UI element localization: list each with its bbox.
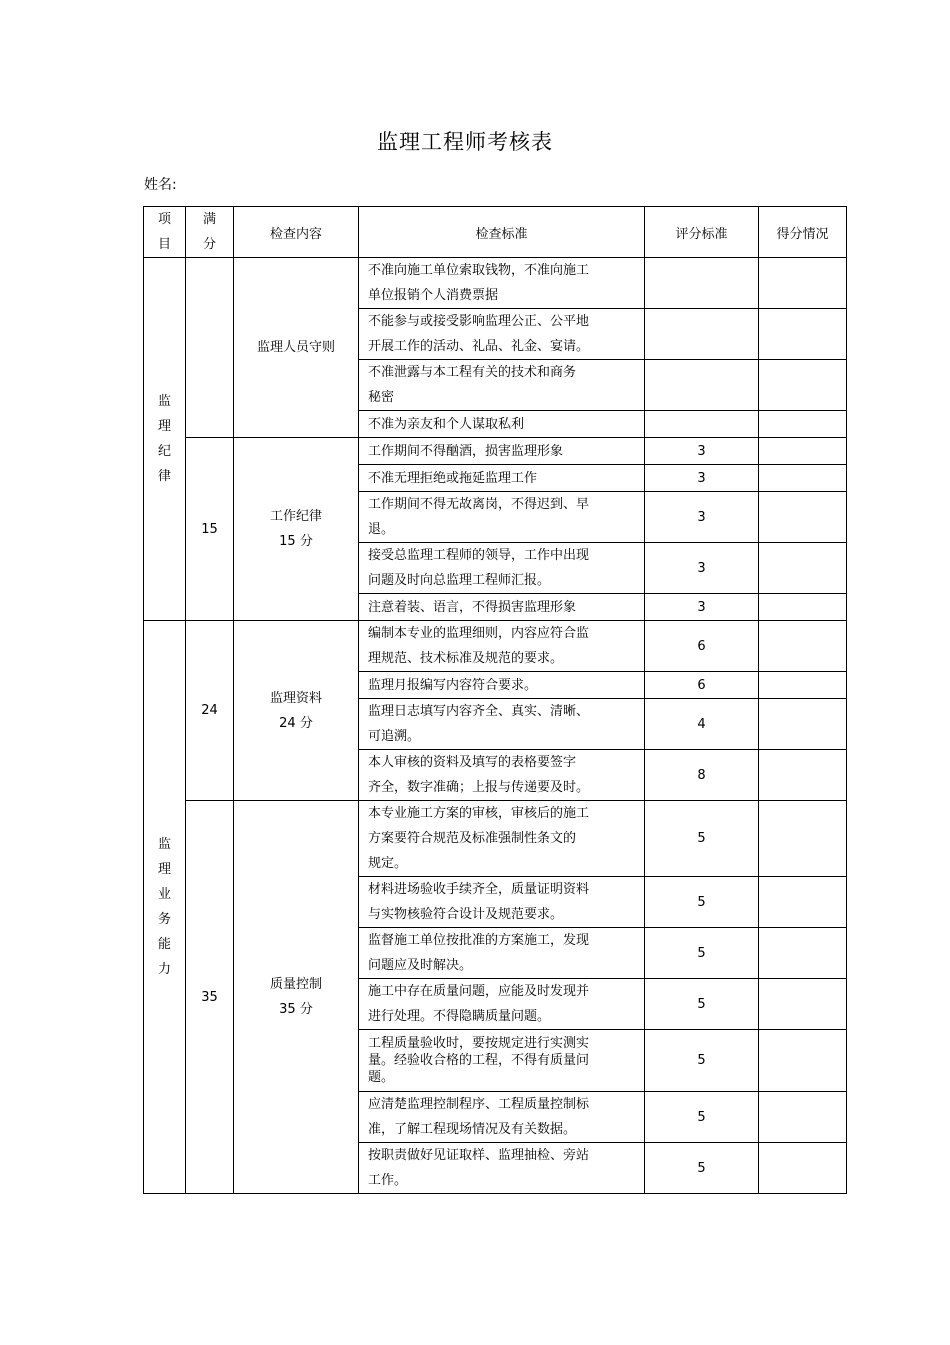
- standard-cell: [359, 309, 645, 360]
- score-cell[interactable]: [759, 465, 847, 492]
- score-cell[interactable]: [759, 1092, 847, 1143]
- standard-cell: [359, 438, 645, 465]
- table-row: [144, 258, 847, 309]
- standard-line: 方案要符合规范及标准强制性条文的: [368, 831, 577, 846]
- table-row: [144, 801, 847, 877]
- standard-line: 不能参与或接受影响监理公正、公平地: [368, 314, 590, 329]
- project-cell: [144, 621, 186, 1194]
- standard-cell: [359, 699, 645, 750]
- standard-cell: [359, 672, 645, 699]
- standard-line: 监督施工单位按批准的方案施工，发现: [368, 933, 590, 948]
- standard-cell: [359, 750, 645, 801]
- standard-cell: [359, 1092, 645, 1143]
- standard-cell: [359, 360, 645, 411]
- score-cell[interactable]: [759, 621, 847, 672]
- scoring-cell: 5: [645, 877, 759, 928]
- content-cell: [234, 621, 359, 801]
- score-cell[interactable]: [759, 1143, 847, 1194]
- standard-line: 本人审核的资料及填写的表格要签字: [368, 755, 577, 770]
- score-cell[interactable]: [759, 1030, 847, 1092]
- standard-line: 应清楚监理控制程序、工程质量控制标: [368, 1097, 590, 1112]
- table-row: [144, 438, 847, 465]
- standard-line: 不准向施工单位索取钱物，不准向施工: [368, 263, 590, 278]
- standard-line: 注意着装、语言，不得损害监理形象: [368, 599, 577, 615]
- standard-line: 可追溯。: [368, 729, 421, 744]
- scoring-cell: [645, 309, 759, 360]
- scoring-cell: 5: [645, 801, 759, 877]
- full-score-cell: [186, 258, 234, 438]
- scoring-cell: 3: [645, 438, 759, 465]
- scoring-cell: [645, 360, 759, 411]
- standard-cell: [359, 543, 645, 594]
- project-char: 务: [157, 912, 171, 927]
- project-char: 业: [157, 887, 171, 902]
- standard-line: 问题及时向总监理工程师汇报。: [368, 573, 551, 588]
- standard-cell: [359, 621, 645, 672]
- scoring-cell: 5: [645, 979, 759, 1030]
- standard-line: 理规范、技术标准及规范的要求。: [368, 651, 564, 666]
- standard-cell: [359, 1030, 645, 1092]
- scoring-cell: [645, 258, 759, 309]
- scoring-cell: 3: [645, 465, 759, 492]
- standard-cell: [359, 979, 645, 1030]
- standard-line: 量。经验收合格的工程，不得有质量问: [368, 1053, 590, 1068]
- project-char: 律: [157, 469, 171, 484]
- standard-line: 工程质量验收时，要按规定进行实测实: [368, 1036, 590, 1051]
- header-project-char: 目: [157, 237, 171, 252]
- content-cell: [234, 438, 359, 621]
- scoring-cell: 5: [645, 1092, 759, 1143]
- content-cell: [234, 801, 359, 1194]
- scoring-cell: 5: [645, 928, 759, 979]
- score-cell[interactable]: [759, 492, 847, 543]
- score-cell[interactable]: [759, 801, 847, 877]
- standard-line: 工作期间不得无故离岗，不得迟到、早: [368, 497, 590, 512]
- standard-line: 齐全，数字准确；上报与传递要及时。: [368, 780, 590, 795]
- header-project: [144, 207, 186, 258]
- standard-line: 监理月报编写内容符合要求。: [368, 677, 538, 693]
- standard-line: 进行处理。不得隐瞒质量问题。: [368, 1009, 551, 1024]
- content-line: 工作纪律: [269, 509, 322, 524]
- project-char: 力: [157, 962, 171, 977]
- full-score-cell: 15: [186, 438, 234, 621]
- standard-line: 不准泄露与本工程有关的技术和商务: [368, 365, 577, 380]
- scoring-cell: 4: [645, 699, 759, 750]
- scoring-cell: 6: [645, 621, 759, 672]
- standard-line: 退。: [368, 522, 395, 537]
- score-cell[interactable]: [759, 258, 847, 309]
- assessment-table: [143, 206, 847, 1194]
- score-cell[interactable]: [759, 543, 847, 594]
- header-content: 检查内容: [234, 207, 359, 258]
- score-cell[interactable]: [759, 438, 847, 465]
- project-char: 理: [157, 419, 171, 434]
- project-char: 监: [157, 837, 171, 852]
- standard-line: 施工中存在质量问题，应能及时发现并: [368, 984, 590, 999]
- standard-cell: [359, 594, 645, 621]
- standard-cell: [359, 801, 645, 877]
- project-char: 能: [157, 937, 171, 952]
- standard-line: 题。: [368, 1070, 395, 1085]
- content-line: 质量控制: [269, 977, 322, 992]
- standard-line: 秘密: [368, 390, 395, 405]
- scoring-cell: 5: [645, 1030, 759, 1092]
- standard-line: 材料进场验收手续齐全，质量证明资料: [368, 882, 590, 897]
- content-line: 监理人员守则: [256, 340, 335, 355]
- header-scoring: 评分标准: [645, 207, 759, 258]
- standard-line: 编制本专业的监理细则，内容应符合监: [368, 626, 590, 641]
- project-label: [144, 832, 185, 982]
- score-cell[interactable]: [759, 309, 847, 360]
- header-score: 得分情况: [759, 207, 847, 258]
- standard-cell: [359, 492, 645, 543]
- scoring-cell: 3: [645, 492, 759, 543]
- project-char: 理: [157, 862, 171, 877]
- project-char: 纪: [157, 444, 171, 459]
- standard-line: 问题应及时解决。: [368, 958, 473, 973]
- score-cell[interactable]: [759, 877, 847, 928]
- score-cell[interactable]: [759, 360, 847, 411]
- project-label: [144, 389, 185, 489]
- full-score-cell: 24: [186, 621, 234, 801]
- standard-line: 与实物核验符合设计及规范要求。: [368, 907, 564, 922]
- standard-line: 不准无理拒绝或拖延监理工作: [368, 470, 538, 486]
- header-standard: 检查标准: [359, 207, 645, 258]
- project-char: 监: [157, 394, 171, 409]
- standard-cell: [359, 877, 645, 928]
- score-cell[interactable]: [759, 411, 847, 438]
- content-line: 24 分: [279, 715, 313, 731]
- page-title: 监理工程师考核表: [377, 130, 553, 154]
- scoring-cell: 3: [645, 543, 759, 594]
- standard-line: 不准为亲友和个人谋取私利: [368, 416, 525, 432]
- standard-line: 规定。: [368, 856, 408, 871]
- full-score-cell: 35: [186, 801, 234, 1194]
- header-full-score-char: 分: [202, 237, 216, 252]
- standard-cell: [359, 411, 645, 438]
- table-row: [144, 621, 847, 672]
- standard-line: 接受总监理工程师的领导，工作中出现: [368, 548, 590, 563]
- header-full-score-char: 满: [202, 212, 216, 227]
- name-label: 姓名:: [144, 177, 177, 193]
- score-cell[interactable]: [759, 928, 847, 979]
- project-cell: [144, 258, 186, 621]
- standard-line: 监理日志填写内容齐全、真实、清晰、: [368, 704, 590, 719]
- header-full-score: [186, 207, 234, 258]
- score-cell[interactable]: [759, 672, 847, 699]
- score-cell[interactable]: [759, 699, 847, 750]
- standard-line: 准，了解工程现场情况及有关数据。: [368, 1122, 577, 1137]
- standard-cell: [359, 1143, 645, 1194]
- content-line: 监理资料: [269, 690, 322, 706]
- standard-line: 本专业施工方案的审核，审核后的施工: [368, 806, 590, 821]
- scoring-cell: 5: [645, 1143, 759, 1194]
- standard-cell: [359, 465, 645, 492]
- scoring-cell: 8: [645, 750, 759, 801]
- scoring-cell: [645, 411, 759, 438]
- score-cell[interactable]: [759, 979, 847, 1030]
- content-cell: [234, 258, 359, 438]
- standard-line: 工作期间不得酗酒，损害监理形象: [368, 443, 564, 459]
- standard-line: 单位报销个人消费票据: [368, 288, 499, 303]
- standard-cell: [359, 928, 645, 979]
- content-line: 35 分: [279, 1002, 313, 1017]
- standard-cell: [359, 258, 645, 309]
- scoring-cell: 6: [645, 672, 759, 699]
- header-row: [144, 207, 847, 258]
- standard-line: 开展工作的活动、礼品、礼金、宴请。: [368, 339, 590, 354]
- header-project-char: 项: [157, 212, 171, 227]
- scoring-cell: 3: [645, 594, 759, 621]
- standard-line: 按职责做好见证取样、监理抽检、旁站: [368, 1148, 590, 1163]
- score-cell[interactable]: [759, 750, 847, 801]
- content-line: 15 分: [279, 534, 313, 549]
- standard-line: 工作。: [368, 1173, 408, 1188]
- score-cell[interactable]: [759, 594, 847, 621]
